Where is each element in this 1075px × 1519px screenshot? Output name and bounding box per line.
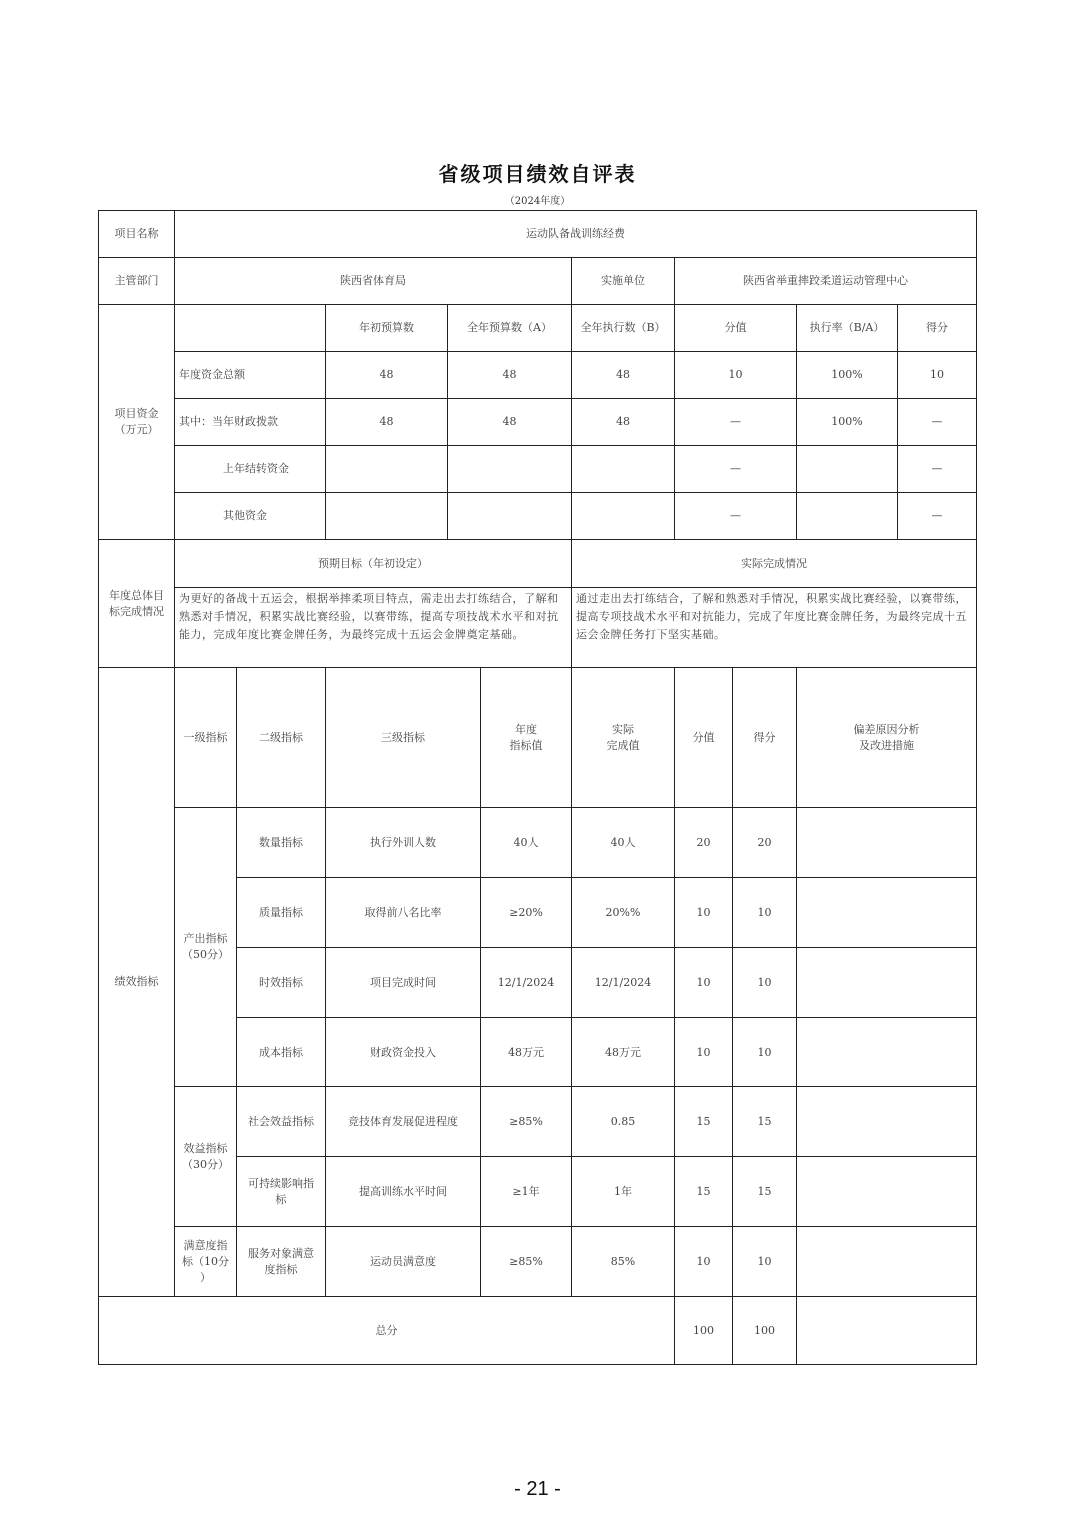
funds-row-score-value: — (674, 445, 797, 493)
ind-header-target: 年度 指标值 (480, 667, 572, 808)
unit-value: 陕西省举重摔跤柔道运动管理中心 (674, 257, 977, 305)
ind-row-level3: 取得前八名比率 (325, 877, 481, 948)
funds-header-rate: 执行率（B/A） (796, 304, 898, 352)
funds-section-label: 项目资金 （万元） (98, 304, 175, 540)
funds-header-blank (174, 304, 326, 352)
funds-header-initial: 年初预算数 (325, 304, 448, 352)
total-deviation (796, 1296, 977, 1365)
funds-row-score: — (897, 398, 977, 446)
ind-row-level2: 社会效益指标 (236, 1086, 326, 1157)
ind-row-score: 20 (732, 807, 797, 878)
total-score: 100 (732, 1296, 797, 1365)
funds-row-annual (447, 492, 572, 540)
ind-row-target: ≥85% (480, 1226, 572, 1297)
project-name-value: 运动队备战训练经费 (174, 210, 977, 258)
funds-row-initial: 48 (325, 351, 448, 399)
ind-row-deviation (796, 1156, 977, 1227)
total-label: 总分 (98, 1296, 675, 1365)
ind-row-score-value: 10 (674, 1226, 733, 1297)
ind-row-deviation (796, 807, 977, 878)
ind-row-level2: 可持续影响指 标 (236, 1156, 326, 1227)
ind-header-deviation: 偏差原因分析 及改进措施 (796, 667, 977, 808)
ind-row-score-value: 15 (674, 1086, 733, 1157)
funds-row-initial: 48 (325, 398, 448, 446)
ind-row-target: 40人 (480, 807, 572, 878)
funds-row-annual (447, 445, 572, 493)
ind-row-score-value: 10 (674, 947, 733, 1018)
ind-group-output: 产出指标 （50分） (174, 807, 237, 1087)
funds-row-score: 10 (897, 351, 977, 399)
page-number: - 21 - (514, 1478, 561, 1500)
ind-row-score: 15 (732, 1156, 797, 1227)
ind-row-deviation (796, 877, 977, 948)
funds-row-label: 其他资金 (174, 492, 326, 540)
ind-row-actual: 0.85 (571, 1086, 675, 1157)
funds-row-score-value: 10 (674, 351, 797, 399)
ind-row-deviation (796, 1086, 977, 1157)
goals-expected-text: 为更好的备战十五运会，根据举摔柔项目特点，需走出去打练结合，了解和熟悉对手情况，积累实战比赛经验，以赛带练，提高专项技战术水平和对抗能力，完成年度比赛金牌任务，为最终完成十五运会金牌奠定基础。 (174, 587, 572, 668)
year-subtitle: （2024年度） (504, 196, 571, 207)
ind-header-level1: 一级指标 (174, 667, 237, 808)
unit-label: 实施单位 (571, 257, 675, 305)
ind-row-score-value: 20 (674, 807, 733, 878)
ind-row-level3: 执行外训人数 (325, 807, 481, 878)
funds-header-executed: 全年执行数（B） (571, 304, 675, 352)
funds-row-score: — (897, 445, 977, 493)
ind-row-level2: 成本指标 (236, 1017, 326, 1088)
ind-row-actual: 48万元 (571, 1017, 675, 1088)
funds-row-score-value: — (674, 398, 797, 446)
page-title: 省级项目绩效自评表 (438, 162, 637, 186)
goals-actual-header: 实际完成情况 (571, 539, 977, 588)
dept-value: 陕西省体育局 (174, 257, 572, 305)
ind-row-deviation (796, 947, 977, 1018)
goals-actual-text: 通过走出去打练结合，了解和熟悉对手情况，积累实战比赛经验，以赛带练，提高专项技战术水平和对抗能力，完成了年度比赛金牌任务，为最终完成十五运会金牌任务打下坚实基础。 (571, 587, 977, 668)
ind-group-benefit: 效益指标 （30分） (174, 1086, 237, 1227)
ind-header-level3: 三级指标 (325, 667, 481, 808)
indicators-section-label: 绩效指标 (98, 667, 175, 1297)
funds-row-initial (325, 445, 448, 493)
ind-header-actual: 实际 完成值 (571, 667, 675, 808)
funds-header-score: 得分 (897, 304, 977, 352)
ind-row-level2: 数量指标 (236, 807, 326, 878)
total-score-value: 100 (674, 1296, 733, 1365)
funds-header-annual: 全年预算数（A） (447, 304, 572, 352)
funds-row-executed: 48 (571, 398, 675, 446)
ind-row-level2: 时效指标 (236, 947, 326, 1018)
ind-row-level3: 竞技体育发展促进程度 (325, 1086, 481, 1157)
ind-row-target: ≥1年 (480, 1156, 572, 1227)
ind-row-target: ≥20% (480, 877, 572, 948)
ind-row-level2: 服务对象满意 度指标 (236, 1226, 326, 1297)
ind-row-actual: 40人 (571, 807, 675, 878)
ind-row-score: 10 (732, 877, 797, 948)
ind-header-score-value: 分值 (674, 667, 733, 808)
ind-row-score-value: 10 (674, 877, 733, 948)
funds-row-annual: 48 (447, 398, 572, 446)
ind-row-score-value: 10 (674, 1017, 733, 1088)
project-name-label: 项目名称 (98, 210, 175, 258)
ind-row-target: 12/1/2024 (480, 947, 572, 1018)
goals-section-label: 年度总体目 标完成情况 (98, 539, 175, 668)
funds-header-score-value: 分值 (674, 304, 797, 352)
funds-row-label: 年度资金总额 (174, 351, 326, 399)
ind-row-score: 10 (732, 947, 797, 1018)
funds-row-label: 其中：当年财政拨款 (174, 398, 326, 446)
funds-row-initial (325, 492, 448, 540)
ind-row-score: 10 (732, 1226, 797, 1297)
ind-row-level2: 质量指标 (236, 877, 326, 948)
ind-row-actual: 1年 (571, 1156, 675, 1227)
ind-row-score: 15 (732, 1086, 797, 1157)
funds-row-executed (571, 492, 675, 540)
ind-row-score: 10 (732, 1017, 797, 1088)
ind-group-satisfaction: 满意度指 标（10分 ） (174, 1226, 237, 1297)
ind-header-score: 得分 (732, 667, 797, 808)
ind-row-actual: 20%% (571, 877, 675, 948)
ind-row-level3: 项目完成时间 (325, 947, 481, 1018)
funds-row-rate (796, 492, 898, 540)
goals-expected-header: 预期目标（年初设定） (174, 539, 572, 588)
ind-row-score-value: 15 (674, 1156, 733, 1227)
ind-row-actual: 85% (571, 1226, 675, 1297)
funds-row-executed: 48 (571, 351, 675, 399)
funds-row-rate (796, 445, 898, 493)
ind-row-target: ≥85% (480, 1086, 572, 1157)
ind-row-level3: 运动员满意度 (325, 1226, 481, 1297)
dept-label: 主管部门 (98, 257, 175, 305)
funds-row-rate: 100% (796, 398, 898, 446)
funds-row-score-value: — (674, 492, 797, 540)
funds-row-label: 上年结转资金 (174, 445, 326, 493)
ind-row-deviation (796, 1017, 977, 1088)
ind-row-target: 48万元 (480, 1017, 572, 1088)
ind-row-deviation (796, 1226, 977, 1297)
ind-row-actual: 12/1/2024 (571, 947, 675, 1018)
ind-row-level3: 提高训练水平时间 (325, 1156, 481, 1227)
ind-header-level2: 二级指标 (236, 667, 326, 808)
funds-row-executed (571, 445, 675, 493)
ind-row-level3: 财政资金投入 (325, 1017, 481, 1088)
funds-row-score: — (897, 492, 977, 540)
funds-row-rate: 100% (796, 351, 898, 399)
funds-row-annual: 48 (447, 351, 572, 399)
